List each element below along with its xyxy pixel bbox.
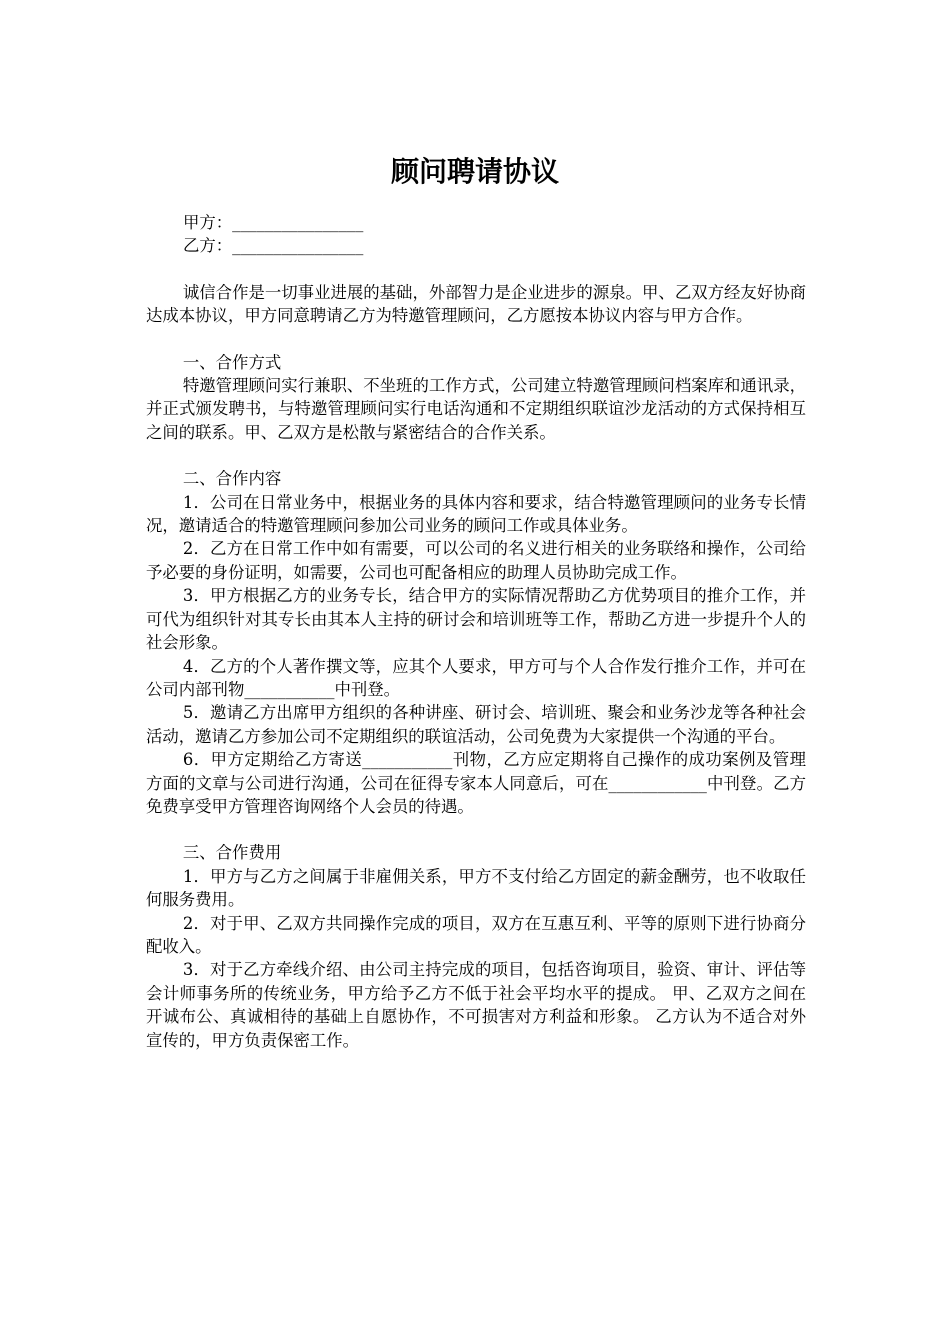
party-a-line: 甲方：________________ (183, 213, 364, 232)
intro-paragraph: 诚信合作是一切事业进展的基础，外部智力是企业进步的源泉。甲、乙双方经友好协商达成本协议，甲方同意聘请乙方为特邀管理顾问，乙方愿按本协议内容与甲方合作。 (146, 282, 806, 326)
section-2-item-4: 4．乙方的个人著作撰文等，应其个人要求，甲方可与个人合作发行推介工作，并可在公司内部刊物___________中刊登。 (146, 656, 806, 699)
section-3-item-3: 3．对于乙方牵线介绍、由公司主持完成的项目，包括咨询项目，验资、审计、评估等会计师事务所的传统业务，甲方给予乙方不低于社会平均水平的提成。 甲、乙双方之间在开诚布公、真诚相待的基础上自愿协作，不可损害对方利益和形象。 乙方认为不适合对外宣传的，甲方负责保密工作。 (146, 960, 806, 1050)
party-b-line: 乙方：________________ (183, 236, 364, 256)
section-heading-cooperation-mode: 一、合作方式 (182, 352, 282, 372)
section-2-item-2: 2．乙方在日常工作中如有需要，可以公司的名义进行相关的业务联络和操作，公司给予必要的身份证明，如需要，公司也可配备相应的助理人员协助完成工作。 (146, 539, 806, 582)
section-3-item-2: 2．对于甲、乙双方共同操作完成的项目，双方在互惠互利、平等的原则下进行协商分配收入。 (146, 913, 806, 956)
document-body (146, 211, 806, 1052)
section-2-item-6: 6．甲方定期给乙方寄送___________刊物，乙方应定期将自己操作的成功案例及管理方面的文章与公司进行沟通，公司在征得专家本人同意后，可在____________中刊登。乙方免费享受甲方管理咨询网络个人会员的待遇。 (146, 750, 806, 816)
section-2-item-5: 5．邀请乙方出席甲方组织的各种讲座、研讨会、培训班、聚会和业务沙龙等各种社会活动，邀请乙方参加公司不定期组织的联谊活动，公司免费为大家提供一个沟通的平台。 (146, 703, 806, 746)
section-heading-cooperation-content: 二、合作内容 (182, 469, 282, 489)
section-1-paragraph: 特邀管理顾问实行兼职、不坐班的工作方式，公司建立特邀管理顾问档案库和通讯录，并正式颁发聘书，与特邀管理顾问实行电话沟通和不定期组织联谊沙龙活动的方式保持相互之间的联系。甲、乙双方是松散与紧密结合的合作关系。 (146, 376, 806, 442)
section-2-item-3: 3．甲方根据乙方的业务专长，结合甲方的实际情况帮助乙方优势项目的推介工作，并可代为组织针对其专长由其本人主持的研讨会和培训班等工作，帮助乙方进一步提升个人的社会形象。 (146, 586, 806, 653)
section-3-item-1: 1．甲方与乙方之间属于非雇佣关系，甲方不支付给乙方固定的薪金酬劳，也不收取任何服务费用。 (146, 866, 806, 910)
document-title: 顾问聘请协议 (390, 155, 559, 188)
section-2-item-1: 1．公司在日常业务中，根据业务的具体内容和要求，结合特邀管理顾问的业务专长情况，邀请适合的特邀管理顾问参加公司业务的顾问工作或具体业务。 (146, 492, 806, 536)
section-heading-cooperation-fees: 三、合作费用 (182, 843, 282, 863)
